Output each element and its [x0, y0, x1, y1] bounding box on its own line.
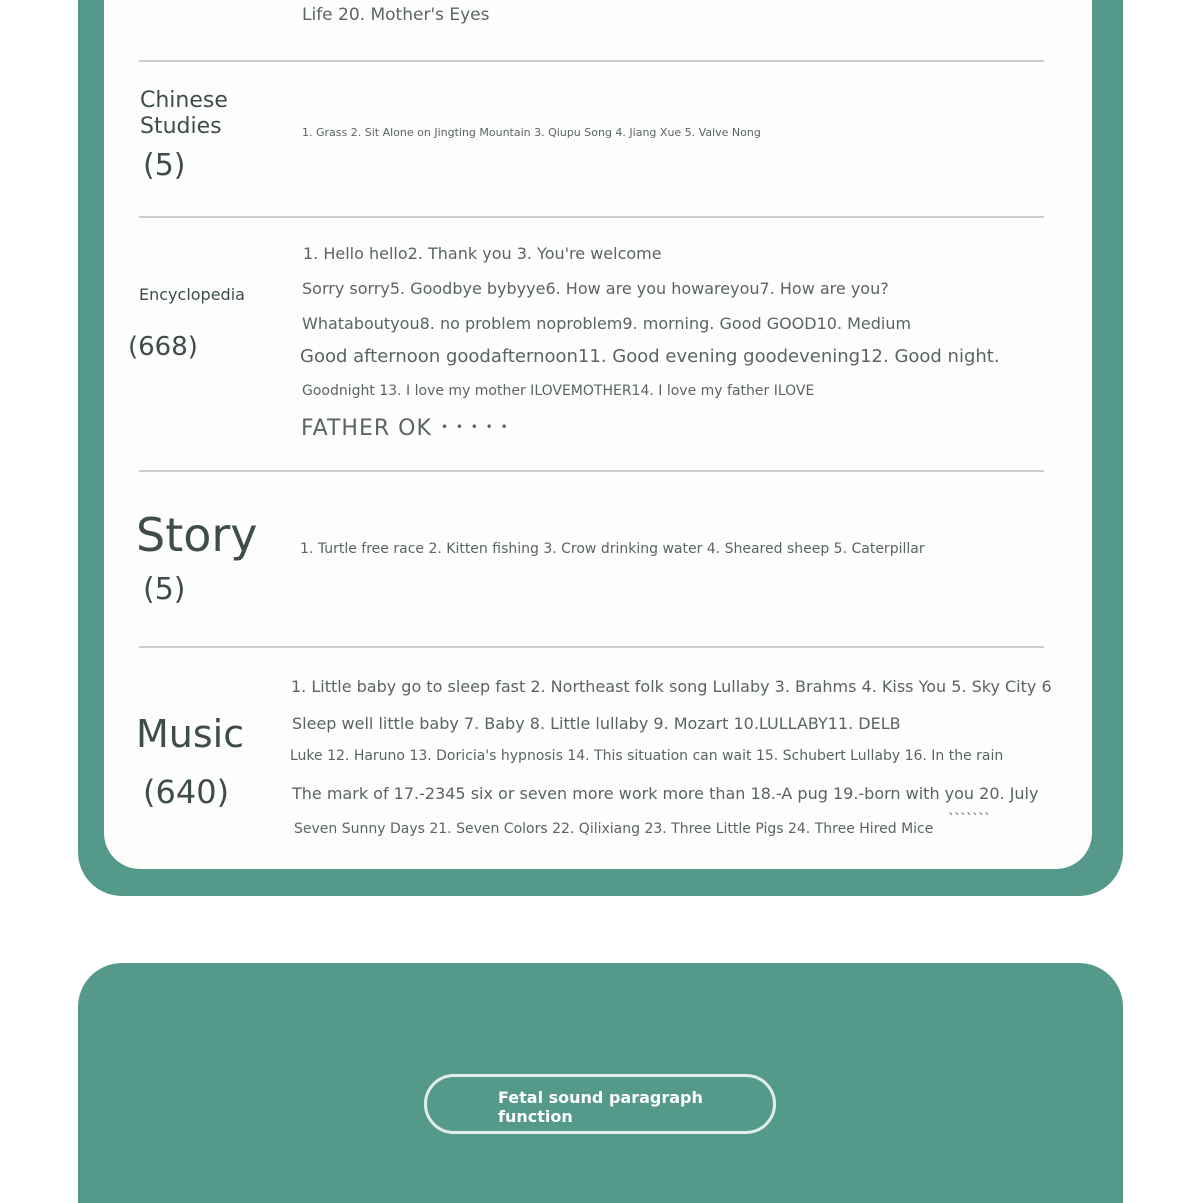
- list-item: 1. Little baby go to sleep fast 2. Northeast folk song Lullaby 3. Brahms 4. Kiss You 5. Sky City 6: [291, 677, 1052, 696]
- ellipsis-icon: • • • • •: [441, 420, 510, 434]
- category-count-encyclopedia: (668): [128, 332, 198, 362]
- section-divider: [139, 646, 1044, 648]
- category-count-story: (5): [143, 572, 186, 607]
- list-item: 1. Turtle free race 2. Kitten fishing 3. Crow drinking water 4. Sheared sheep 5. Caterpillar: [300, 541, 925, 557]
- fetal-sound-function-label: Fetal sound paragraph function: [498, 1088, 703, 1126]
- list-item: Seven Sunny Days 21. Seven Colors 22. Qilixiang 23. Three Little Pigs 24. Three Hired Mice: [294, 821, 934, 837]
- list-item: Life 20. Mother's Eyes: [302, 5, 490, 25]
- category-title-chinese-studies: Chinese Studies: [140, 88, 228, 139]
- list-item: Good afternoon goodafternoon11. Good evening goodevening12. Good night.: [300, 346, 1000, 367]
- section-divider: [139, 60, 1044, 62]
- list-item: Sleep well little baby 7. Baby 8. Little lullaby 9. Mozart 10.LULLABY11. DELB: [292, 714, 901, 733]
- list-item: Whataboutyou8. no problem noproblem9. morning. Good GOOD10. Medium: [302, 314, 912, 333]
- list-item: Sorry sorry5. Goodbye bybyye6. How are you howareyou7. How are you?: [302, 279, 889, 298]
- category-count-chinese-studies: (5): [143, 148, 186, 183]
- category-title-encyclopedia: Encyclopedia: [139, 285, 245, 304]
- section-divider: [139, 216, 1044, 218]
- category-title-music: Music: [136, 712, 245, 756]
- list-item: FATHER OK: [301, 416, 432, 441]
- category-title-story: Story: [136, 508, 258, 562]
- section-divider: [139, 470, 1044, 472]
- list-item: Luke 12. Haruno 13. Doricia's hypnosis 14. This situation can wait 15. Schubert Lullaby 16. In the rain: [290, 748, 1004, 764]
- category-count-music: (640): [143, 773, 230, 811]
- list-item: The mark of 17.-2345 six or seven more work more than 18.-A pug 19.-born with you 20. July: [292, 784, 1039, 803]
- ellipsis-icon: ˋˋˋˋˋˋˋ: [948, 812, 990, 828]
- list-item: 1. Hello hello2. Thank you 3. You're welcome: [303, 244, 662, 263]
- list-item: Goodnight 13. I love my mother ILOVEMOTHER14. I love my father ILOVE: [302, 383, 815, 399]
- list-item: 1. Grass 2. Sit Alone on Jingting Mountain 3. Qiupu Song 4. Jiang Xue 5. Valve Nong: [302, 126, 761, 139]
